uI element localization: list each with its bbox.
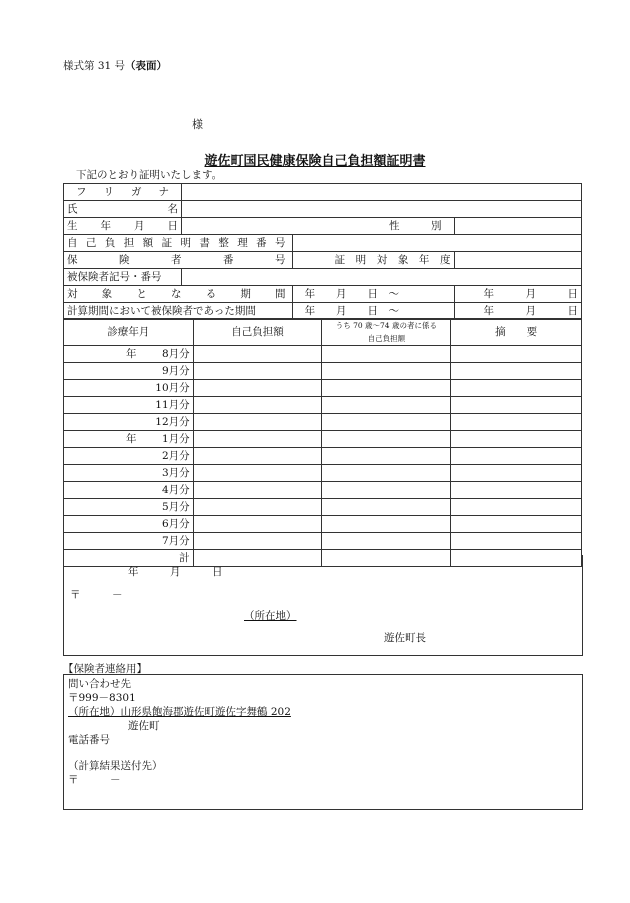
col-header-70-74-line2: 自己負担額 xyxy=(367,334,406,343)
table-row xyxy=(64,482,582,499)
label-sex: 性 別 xyxy=(327,218,454,235)
month-label xyxy=(64,499,194,516)
table-row xyxy=(64,397,582,414)
label-birth-date: 生 年 月 日 xyxy=(64,218,182,235)
month-label xyxy=(64,465,194,482)
contact-address: （所在地）山形県飽海郡遊佐町遊佐字舞鶴 202 xyxy=(68,706,291,718)
table-row xyxy=(64,448,582,465)
row-month: 7月分 xyxy=(161,534,190,547)
amount-70-74-cell[interactable] xyxy=(322,431,451,448)
amount-cell[interactable] xyxy=(193,397,322,414)
month-label xyxy=(64,380,194,397)
table-row xyxy=(64,431,582,448)
note-cell[interactable] xyxy=(451,482,582,499)
note-cell[interactable] xyxy=(451,363,582,380)
row-month: 3月分 xyxy=(161,466,190,479)
row-month: 8月分 xyxy=(161,347,190,360)
amount-cell[interactable] xyxy=(193,482,322,499)
month-label xyxy=(64,346,194,363)
label-insurer-number: 保 険 者 番 号 xyxy=(64,252,293,269)
row-month: 2月分 xyxy=(161,449,190,462)
amount-cell[interactable] xyxy=(193,499,322,516)
form-number xyxy=(63,58,167,73)
amount-70-74-cell[interactable] xyxy=(322,414,451,431)
table-row xyxy=(64,499,582,516)
amount-70-74-cell[interactable] xyxy=(322,482,451,499)
amount-cell[interactable] xyxy=(193,431,322,448)
row-month: 9月分 xyxy=(161,364,190,377)
table-row xyxy=(64,346,582,363)
col-header-note: 摘 要 xyxy=(451,319,582,346)
label-cert-year: 証 明 対 象 年 度 xyxy=(292,252,454,269)
label-furigana: フ リ ガ ナ xyxy=(64,184,182,201)
table-row xyxy=(64,414,582,431)
note-cell[interactable] xyxy=(451,516,582,533)
intro-text: 下記のとおり証明いたします。 xyxy=(76,169,223,181)
label-insured-period: 計算期間において被保険者であった期間 xyxy=(64,303,293,320)
contact-postal: 〒999－8301 xyxy=(68,692,136,704)
value-ledger-number[interactable] xyxy=(292,235,581,252)
note-cell[interactable] xyxy=(451,533,582,550)
total-label: 計 xyxy=(64,550,194,567)
amount-70-74-cell[interactable] xyxy=(322,448,451,465)
note-cell[interactable] xyxy=(451,448,582,465)
row-year: 年 xyxy=(126,432,137,445)
insured-period-from[interactable]: 年 月 日 ～ xyxy=(292,303,454,320)
month-label xyxy=(64,516,194,533)
note-cell[interactable] xyxy=(451,380,582,397)
contact-result-destination: （計算結果送付先） xyxy=(68,760,163,772)
addressee-honorific: 様 xyxy=(192,118,203,131)
amount-70-74-cell[interactable] xyxy=(322,346,451,363)
row-month: 12月分 xyxy=(155,415,190,428)
row-month: 11月分 xyxy=(155,398,190,411)
form-number-suffix: （表面） xyxy=(125,60,168,72)
table-row xyxy=(64,516,582,533)
amount-70-74-cell[interactable] xyxy=(322,363,451,380)
contact-inquiry: 問い合わせ先 xyxy=(68,678,131,690)
note-cell[interactable] xyxy=(451,431,582,448)
info-table xyxy=(63,183,582,320)
signature-box xyxy=(63,555,583,656)
row-month: 6月分 xyxy=(161,517,190,530)
col-header-70-74-line1: うち 70 歳～74 歳の者に係る xyxy=(335,321,437,330)
label-name: 氏 名 xyxy=(64,201,182,218)
signature-date: 年 月 日 xyxy=(128,566,223,578)
contact-phone: 電話番号 xyxy=(68,734,110,746)
amount-cell[interactable] xyxy=(193,346,322,363)
contact-office: 遊佐町 xyxy=(128,720,160,732)
amount-cell[interactable] xyxy=(193,363,322,380)
month-label xyxy=(64,448,194,465)
value-birth-date[interactable] xyxy=(181,218,327,235)
document-title: 遊佐町国民健康保険自己負担額証明書 xyxy=(204,154,426,169)
label-ledger-number: 自己負担額証明書整理番号 xyxy=(64,235,293,252)
contact-postal-blank: 〒 － xyxy=(68,774,121,786)
target-period-to[interactable]: 年 月 日 xyxy=(454,286,581,303)
note-cell[interactable] xyxy=(451,397,582,414)
value-sex[interactable] xyxy=(454,218,581,235)
col-header-70-74 xyxy=(322,319,451,346)
table-row xyxy=(64,363,582,380)
amount-70-74-cell[interactable] xyxy=(322,533,451,550)
table-row xyxy=(64,380,582,397)
signature-postal: 〒 － xyxy=(70,589,123,601)
amount-cell[interactable] xyxy=(193,533,322,550)
contact-heading: 【保険者連絡用】 xyxy=(63,663,147,675)
note-cell[interactable] xyxy=(451,346,582,363)
col-header-month: 診療年月 xyxy=(64,319,194,346)
monthly-table xyxy=(63,318,582,567)
value-insured-symbol[interactable] xyxy=(181,269,581,286)
amount-70-74-cell[interactable] xyxy=(322,499,451,516)
row-month: 5月分 xyxy=(161,500,190,513)
month-label xyxy=(64,533,194,550)
form-number-prefix: 様式第 31 号 xyxy=(63,60,126,72)
amount-cell[interactable] xyxy=(193,448,322,465)
signature-mayor: 遊佐町長 xyxy=(384,632,426,644)
amount-70-74-cell[interactable] xyxy=(322,516,451,533)
table-row xyxy=(64,465,582,482)
insured-period-to[interactable]: 年 月 日 xyxy=(454,303,581,320)
row-year: 年 xyxy=(126,347,137,360)
row-month: 1月分 xyxy=(161,432,190,445)
row-month: 4月分 xyxy=(161,483,190,496)
row-month: 10月分 xyxy=(155,381,190,394)
amount-70-74-cell[interactable] xyxy=(322,465,451,482)
month-label xyxy=(64,414,194,431)
value-cert-year[interactable] xyxy=(454,252,581,269)
value-name[interactable] xyxy=(181,201,581,218)
amount-70-74-cell[interactable] xyxy=(322,380,451,397)
month-label xyxy=(64,482,194,499)
amount-cell[interactable] xyxy=(193,414,322,431)
contact-box xyxy=(63,674,583,810)
amount-cell[interactable] xyxy=(193,465,322,482)
month-label xyxy=(64,397,194,414)
note-cell[interactable] xyxy=(451,414,582,431)
amount-cell[interactable] xyxy=(193,380,322,397)
signature-location: （所在地） xyxy=(244,610,297,622)
month-label xyxy=(64,431,194,448)
col-header-amount: 自己負担額 xyxy=(193,319,322,346)
table-row xyxy=(64,533,582,550)
note-cell[interactable] xyxy=(451,499,582,516)
value-furigana[interactable] xyxy=(181,184,581,201)
label-target-period: 対 象 と な る 期 間 xyxy=(64,286,293,303)
amount-70-74-cell[interactable] xyxy=(322,397,451,414)
target-period-from[interactable]: 年 月 日 ～ xyxy=(292,286,454,303)
month-label xyxy=(64,363,194,380)
label-insured-symbol: 被保険者記号・番号 xyxy=(64,269,182,286)
amount-cell[interactable] xyxy=(193,516,322,533)
note-cell[interactable] xyxy=(451,465,582,482)
